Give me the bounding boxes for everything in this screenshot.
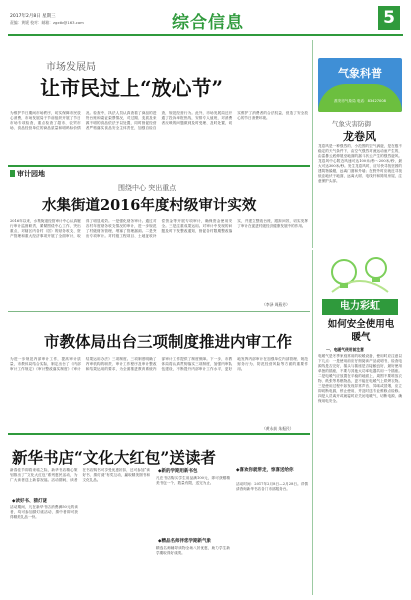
weather-body: 龙卷风是一种强烈的、小范围的空气涡旋，是在极不稳定的天气条件下，由空气强烈对流运动而产生的，由雷暴云底伸展至地面的漏斗状云产生的强烈旋风。龙卷风中心附近风速可达100米/秒～200米/秒，最大可达300米/秒。发生龙卷风时，应尽快寻找坚固的建筑物躲避，远离门窗和外墙；在野外时应就近寻找低洼地伏于地面，远离大树、电线杆和简易房屋，注意保护头部。: [318, 144, 402, 183]
bookstore-headline: 新华书店“文化大红包”送读者: [12, 448, 216, 467]
section-title: 综合信息: [172, 13, 244, 33]
lightbulb-icon: [322, 252, 398, 296]
electric-illustration: [322, 252, 398, 296]
bookstore-body: 新春佳节即将来临之际，新华书店精心策划推出了“文化大红包”系列惠民活动，为广大读者送上新春祝福。活动期间，读者在书店购书可享受优惠折扣，还可参加“读好书、猜灯谜”有奖互动，赢取精美图书和文化礼品。: [10, 468, 150, 482]
weather-banner-grass: [318, 84, 402, 112]
bookstore-body5: 活动时间：2017年2月8日—2月28日。详情请咨询新华书店各门市部服务台。: [236, 482, 308, 491]
bookstore-sub3: ◆精品名师伴您学期新气象: [158, 539, 211, 544]
audit-kicker: 围绕中心 突出重点: [118, 184, 177, 192]
bookstore-body2: 活动期间，凡在新华书店消费满50元的读者，均可参加猜灯谜活动，猜中者即可获得精美礼品一份。: [10, 505, 78, 519]
audit-body: 2016年以来，水集街道经管审计中心认真履行审计监督职责，紧紧围绕中心工作，突出重点，对辖区内各村（居）的财务收支、资产管理和重大经济事项开展了全面审计，取得了明显成效。一是强化财务审计。通过对各村年度财务收支情况的审计，进一步规范了村级财务管理，堵塞了管理漏洞。二是突出专项审计。对村级工程项目、土地征收补偿资金等开展专项审计，确保资金使用安全。三是注重成果运用。对审计中发现的问题及时下发整改通知，督促各村限期整改落实，并建立整改台账，跟踪问效，切实发挥了审计在促进村级经济健康发展中的作用。: [10, 219, 308, 238]
market-body: 为维护节日期间市场秩序，切实保障市民放心消费，市场发展局于节前组织开展了节日市场专项检查，重点检查了超市、农贸市场、食品经营单位的商品质量和明码标价情况。检查中，执法人员认真查看了商品的进货台账和索证索票情况，对过期、变质及来源不明的食品依法予以处置，同时督促经营者严格落实食品安全主体责任，加强自检自查，规范经营行为。此外，市场发展局还开通了投诉举报热线，安排专人值班，对消费者反映的问题做到及时受理、及时处置，切实维护了消费者的合法权益，营造了安全放心的节日消费环境。: [10, 111, 308, 130]
audit-headline: 水集街道2016年度村级审计实效: [42, 197, 257, 214]
weather-headline: 龙卷风: [343, 130, 376, 143]
audit-author: （李泽 周燕芳）: [262, 302, 290, 307]
date-line: 2017年2月8日 星期三: [10, 14, 56, 19]
editor-line: 责编：黄媛 校对：邮箱：zgxtb@163.com: [10, 20, 84, 25]
market-headline: 让市民过上“放心节”: [40, 76, 224, 100]
weather-banner-sub: 淮安市气象局 电话：83427008: [334, 99, 386, 103]
masthead: [0, 0, 411, 40]
audit-rule: [8, 165, 310, 167]
fitness-author: （黄永前 朱振民）: [262, 426, 294, 431]
bookstore-sub2: ◆新的学期用新书包: [158, 469, 198, 474]
electric-body: 电暖气是冬季家庭常用的取暖设备，使用时应注意以下几点：一是使用前应仔细阅读产品说明书，检查电源线是否完好，插头与插座是否接触良好，最好使用单独的插座，不要与其他大功率电器共用一个插座。二是电暖气应放置在平稳的地面上，周围不要堆放衣物、纸张等易燃物品，更不能在电暖气上烘烤衣物。三是使用过程中如发现异常声音、异味或冒烟，应立即切断电源，停止使用，并及时送专业维修点检修。四是人员离开或就寝时应关闭电暖气，切断电源，确保用电安全。: [318, 354, 402, 403]
market-column-label: 市场发展局: [46, 62, 96, 73]
electric-banner-title: 电力彩虹: [340, 301, 380, 312]
right-column-rule-lower: [312, 250, 313, 595]
weather-kicker: 气象灾害防御: [332, 120, 371, 128]
audit-section-tag: 审计园地: [10, 169, 45, 179]
bookstore-rule: [8, 433, 310, 435]
page-number: 5: [383, 8, 395, 28]
electric-headline: 如何安全使用电暖气: [327, 319, 395, 343]
right-column-rule: [312, 40, 313, 248]
bookstore-body3: 凡在书店购买学生用品满100元，即可获赠精美书包一个，数量有限，送完为止。: [156, 476, 230, 485]
bookstore-sub4: ◆喜欢你就带走，惊喜送给你: [236, 468, 294, 473]
fitness-rule: [8, 311, 310, 312]
bookstore-body4: 精选名师辅导读物全场八折优惠，助力学生新学期取得好成绩。: [156, 546, 230, 555]
masthead-rule: [8, 34, 403, 36]
electric-sub1: 一、电暖气使用前注意: [326, 347, 364, 352]
weather-banner: [318, 58, 402, 112]
fitness-headline: 市教体局出台三项制度推进内审工作: [44, 332, 293, 351]
weather-banner-title: 气象科普: [338, 67, 382, 80]
bookstore-sub1: ◆读好书、猜灯谜: [12, 499, 47, 504]
fitness-body: 为进一步规范内部审计工作，提高审计质量，市教体局结合实际，制定出台了《内部审计工作规定》《审计整改落实制度》《审计结果运用办法》三项制度。三项制度明确了内审机构的职责、审计工作程序及审计整改和结果运用的要求，为全面推进教育系统内部审计工作提供了制度保障。下一步，市教体局将认真贯彻落实三项制度，加强内审队伍建设，不断提升内部审计工作水平，更好地发挥内部审计在加强单位内部管理、规范财务行为、防范经营风险等方面的重要作用。: [10, 357, 308, 371]
